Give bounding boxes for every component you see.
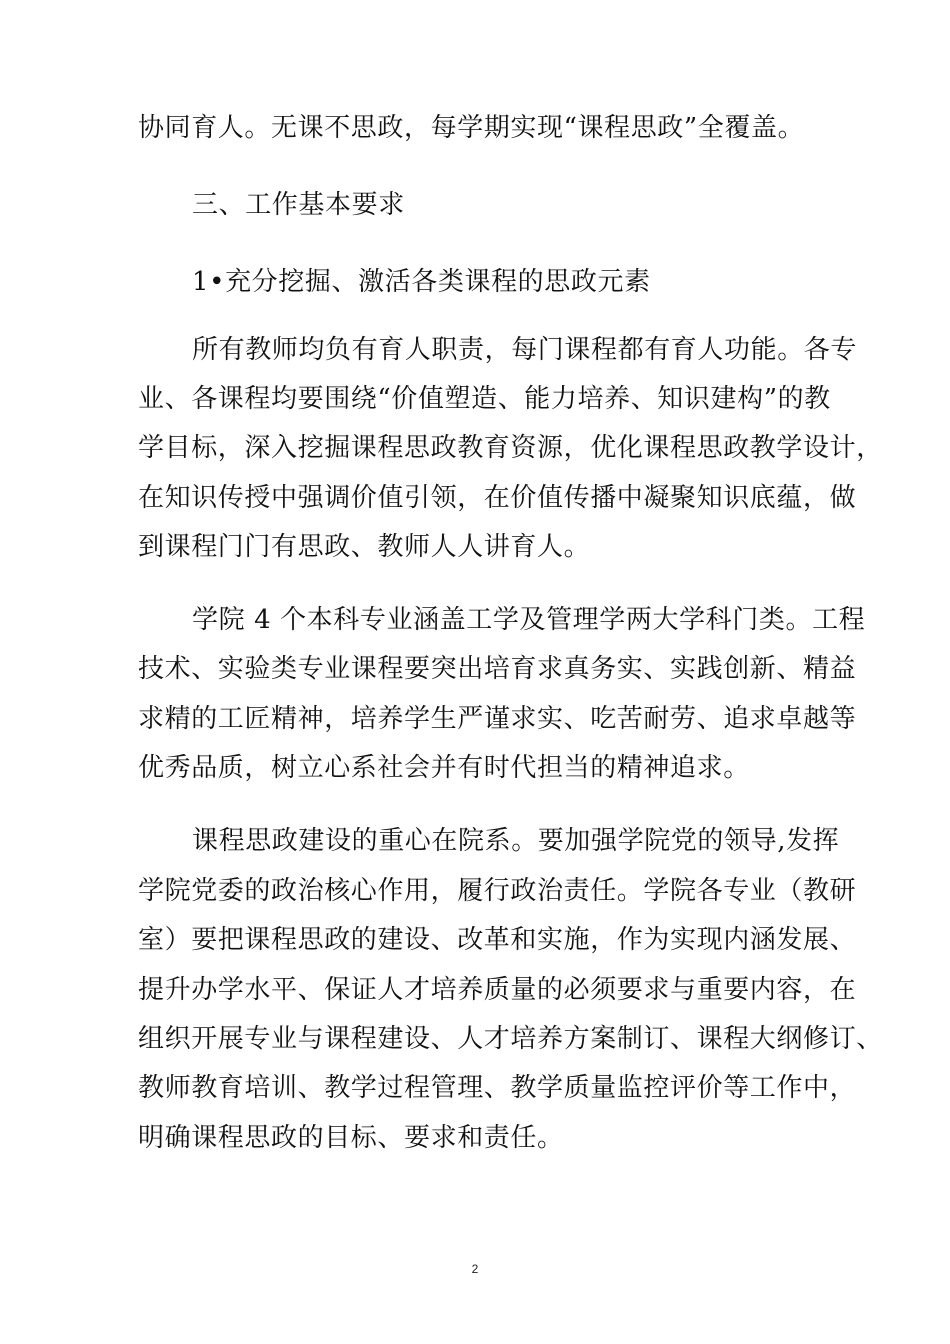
paragraph-line: 提升办学水平、保证人才培养质量的必须要求与重要内容，在 <box>138 975 857 1005</box>
section-heading: 三、工作基本要求 <box>192 190 405 220</box>
paragraph-line: 到课程门门有思政、教师人人讲育人。 <box>138 532 591 562</box>
continued-paragraph-line: 协同育人。无课不思政，每学期实现“课程思政”全覆盖。 <box>138 113 805 143</box>
paragraph-line: 教师教育培训、教学过程管理、教学质量监控评价等工作中， <box>138 1073 857 1103</box>
paragraph-line: 明确课程思政的目标、要求和责任。 <box>138 1123 564 1153</box>
paragraph-line: 业、各课程均要围绕“价值塑造、能力培养、知识建构”的教 <box>138 384 831 414</box>
page-number: 2 <box>471 1262 479 1276</box>
paragraph-line: 学院党委的政治核心作用，履行政治责任。学院各专业（教研 <box>138 876 857 906</box>
paragraph-line: 在知识传授中强调价值引领，在价值传播中凝聚知识底蕴，做 <box>138 483 857 513</box>
paragraph-line: 所有教师均负有育人职责，每门课程都有育人功能。各专 <box>192 335 858 365</box>
subheading: 1•充分挖掘、激活各类课程的思政元素 <box>192 267 651 297</box>
paragraph-line: 组织开展专业与课程建设、人才培养方案制订、课程大纲修订、 <box>138 1024 883 1054</box>
paragraph-line: 学院 4 个本科专业涵盖工学及管理学两大学科门类。工程 <box>192 605 866 635</box>
paragraph-line: 求精的工匠精神，培养学生严谨求实、吃苦耐劳、追求卓越等 <box>138 704 857 734</box>
paragraph-line: 学目标，深入挖掘课程思政教育资源，优化课程思政教学设计， <box>138 433 883 463</box>
paragraph-line: 优秀品质，树立心系社会并有时代担当的精神追求。 <box>138 753 750 783</box>
paragraph-line: 室）要把课程思政的建设、改革和实施，作为实现内涵发展、 <box>138 925 857 955</box>
paragraph-line: 课程思政建设的重心在院系。要加强学院党的领导,发挥 <box>192 826 840 856</box>
paragraph-line: 技术、实验类专业课程要突出培育求真务实、实践创新、精益 <box>138 654 857 684</box>
